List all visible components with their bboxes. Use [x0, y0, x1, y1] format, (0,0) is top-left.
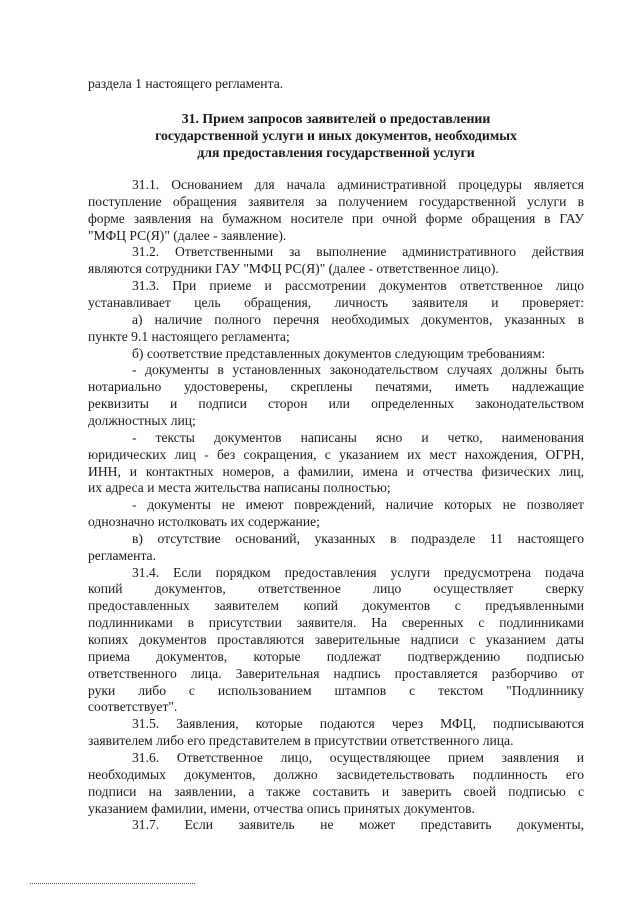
body-line: ИНН, и контактных номеров, а фамилии, имена и отчества физических лиц, — [88, 463, 584, 479]
body-line: предоставленных заявителем копий документов с предъявленными — [88, 598, 584, 614]
body-line: форме заявления на бумажном носителе при очной форме обращения в ГАУ — [88, 210, 584, 226]
body-line: копий документов, ответственное лицо осуществляет сверку — [88, 581, 584, 597]
body-line: 31.5. Заявления, которые подаются через МФЦ, подписываются — [132, 716, 584, 732]
body-line: их адреса и места жительства написаны полностью; — [88, 480, 391, 496]
section-heading-line-2: государственной услуги и иных документов, необходимых — [155, 128, 517, 143]
body-line: - документы в установленных законодательством случаях должны быть — [132, 362, 584, 378]
body-line: руки либо с использованием штампов с текстом "Подлиннику — [88, 682, 584, 698]
body-line: ответственного лица. Заверительная надпись проставляется разборчиво от — [88, 665, 584, 681]
intro-line: раздела 1 настоящего регламента. — [88, 76, 284, 91]
footer-divider — [30, 883, 195, 884]
body-line: - тексты документов написаны ясно и четко, наименования — [132, 429, 584, 445]
body-line: 31.6. Ответственное лицо, осуществляющее прием заявления и — [132, 749, 584, 765]
body-line: нотариально удостоверены, скреплены печатями, иметь надлежащие — [88, 379, 584, 395]
body-line: 31.1. Основанием для начала административной процедуры является — [132, 177, 584, 192]
body-line: копиях документов проставляются заверительные надписи с указанием даты — [88, 632, 584, 647]
body-line: подписи на заявлении, а также составить и заверить своей подписью с — [88, 783, 584, 799]
body-line: юридических лиц - без сокращения, с указанием их мест нахождения, ОГРН, — [88, 446, 584, 462]
body-line: приема документов, которые подлежат подтверждению подписью — [88, 648, 584, 664]
body-line: пункте 9.1 настоящего регламента; — [88, 328, 290, 344]
body-line: подлинниками в присутствии заявителя. На сверенных с подлинниками — [88, 615, 584, 631]
body-line: "МФЦ РС(Я)" (далее - заявление). — [88, 227, 287, 243]
body-line: являются сотрудники ГАУ "МФЦ РС(Я)" (далее - ответственное лицо). — [88, 261, 499, 277]
body-line: а) наличие полного перечня необходимых документов, указанных в — [132, 311, 584, 327]
body-line: соответствует". — [88, 699, 178, 715]
body-line: - документы не имеют повреждений, наличие которых не позволяет — [132, 497, 584, 513]
body-line: поступление обращения заявителя за получением государственной услуги в — [88, 193, 584, 209]
body-line: б) соответствие представленных документов следующим требованиям: — [132, 345, 546, 361]
body-line: устанавливает цель обращения, личность заявителя и проверяет: — [88, 295, 584, 310]
body-line: указанием фамилии, имени, отчества опись принятых документов. — [88, 800, 475, 816]
body-line: необходимых документов, должно засвидетельствовать подлинность его — [88, 766, 584, 782]
body-line: заявителем либо его представителем в присутствии ответственного лица. — [88, 733, 514, 749]
body-line: в) отсутствие оснований, указанных в подразделе 11 настоящего — [132, 530, 584, 546]
body-line: реквизиты и подписи сторон или определенных законодательством — [88, 396, 584, 412]
body-line: 31.7. Если заявитель не может представить документы, — [132, 817, 584, 833]
body-line: 31.4. Если порядком предоставления услуги предусмотрена подача — [132, 564, 584, 580]
body-line: должностных лиц; — [88, 412, 196, 428]
body-line: однозначно истолковать их содержание; — [88, 514, 320, 529]
body-line: 31.2. Ответственными за выполнение административного действия — [132, 244, 584, 260]
body-line: 31.3. При приеме и рассмотрении документов ответственное лицо — [132, 278, 584, 294]
body-line: регламента. — [88, 547, 156, 563]
section-heading-line-1: 31. Прием запросов заявителей о предоставлении — [181, 111, 491, 126]
section-heading-line-3: для предоставления государственной услуги — [197, 145, 475, 160]
